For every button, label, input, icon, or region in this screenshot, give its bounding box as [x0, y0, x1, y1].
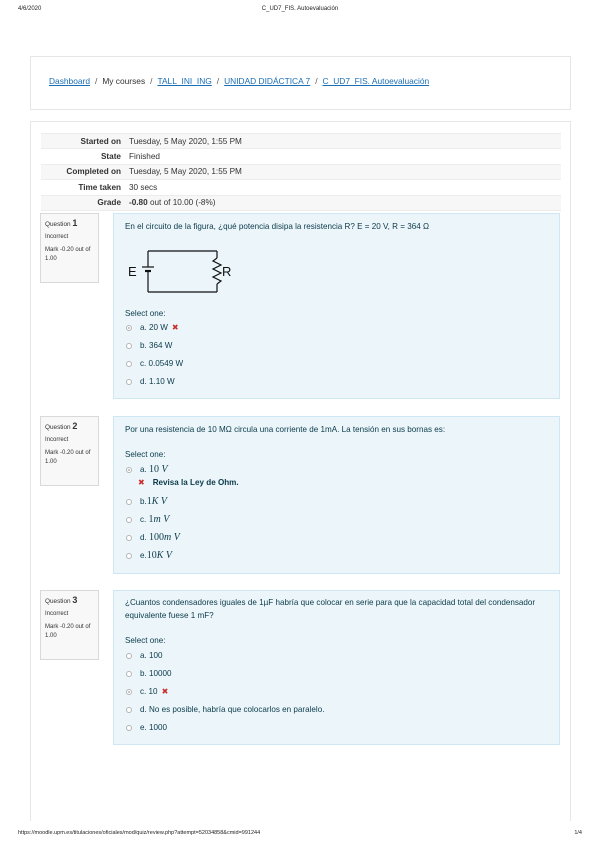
grade-score: -0.80	[129, 198, 148, 208]
question-number: 2	[72, 421, 78, 431]
select-one-label: Select one:	[125, 450, 166, 459]
summary-row: Started on Tuesday, 5 May 2020, 1:55 PM	[41, 134, 561, 149]
question-state: Incorrect	[45, 611, 69, 617]
answer-option[interactable]: d. No es posible, habría que colocarlos en paralelo.	[126, 705, 324, 714]
breadcrumb-unit-link[interactable]: UNIDAD DIDÁCTICA 7	[224, 76, 311, 86]
incorrect-icon: ✖	[161, 687, 169, 696]
question-number: 1	[72, 218, 78, 228]
answer-option[interactable]: a. 20 W ✖	[126, 323, 179, 332]
question-prompt: En el circuito de la figura, ¿qué potencia disipa la resistencia R? E = 20 V, R = 364 Ω	[125, 222, 430, 231]
answer-option[interactable]: b. 364 W	[126, 341, 172, 350]
incorrect-icon: ✖	[138, 478, 145, 487]
answer-option[interactable]: a. 100	[126, 651, 163, 660]
answer-option[interactable]: e. 1000	[126, 723, 167, 732]
radio-button[interactable]	[126, 535, 132, 541]
radio-button[interactable]	[126, 689, 132, 695]
print-url: https://moodle.upm.es/titulaciones/oficiales/mod/quiz/review.php?attempt=52034858&cmid=991244	[18, 830, 261, 836]
radio-button[interactable]	[126, 325, 132, 331]
summary-row: State Finished	[41, 149, 561, 164]
resistor-label: R	[222, 264, 232, 279]
print-doc-title: C_UD7_FIS. Autoevaluación	[261, 6, 339, 12]
attempt-summary-table	[41, 133, 561, 211]
breadcrumb-course-link[interactable]: TALL_INI_ING	[157, 76, 212, 86]
question-prompt: ¿Cuantos condensadores iguales de 1µF habría que colocar en serie para que la capacidad total del condensador equivalente fuese 1 mF?	[125, 598, 536, 620]
breadcrumb: Dashboard / My courses / TALL_INI_ING / UNIDAD DIDÁCTICA 7 / C_UD7_FIS. Autoevaluación	[49, 76, 430, 86]
radio-button[interactable]	[126, 343, 132, 349]
question-2-content	[113, 416, 560, 574]
answer-option[interactable]: d. 100m V	[126, 532, 180, 543]
summary-row: Completed on Tuesday, 5 May 2020, 1:55 PM	[41, 164, 561, 179]
radio-button[interactable]	[126, 707, 132, 713]
answer-option[interactable]: c. 0.0549 W	[126, 359, 183, 368]
radio-button[interactable]	[126, 379, 132, 385]
select-one-label: Select one:	[125, 636, 166, 645]
radio-button[interactable]	[126, 499, 132, 505]
answer-option[interactable]: c. 1m V	[126, 514, 169, 525]
radio-button[interactable]	[126, 553, 132, 559]
print-date: 4/6/2020	[18, 6, 42, 12]
answer-option[interactable]: e. 10K V	[126, 550, 172, 561]
question-3-content	[113, 590, 560, 745]
question-mark: Mark -0.20 out of 1.00	[45, 247, 91, 262]
answer-feedback: ✖ Revisa la Ley de Ohm.	[138, 478, 239, 487]
grade-row: Grade -0.80 out of 10.00 (-8%)	[41, 195, 561, 210]
question-prompt: Por una resistencia de 10 MΩ circula una corriente de 1mA. La tensión en sus bornas es:	[125, 425, 446, 434]
question-1-content	[113, 213, 560, 399]
question-2-info: Question 2 Incorrect Mark -0.20 out of 1.00	[40, 416, 99, 486]
question-mark: Mark -0.20 out of 1.00	[45, 624, 91, 639]
answer-option[interactable]: d. 1.10 W	[126, 377, 175, 386]
question-3-info: Question 3 Incorrect Mark -0.20 out of 1.00	[40, 590, 99, 660]
breadcrumb-quiz-link[interactable]: C_UD7_FIS. Autoevaluación	[322, 76, 430, 86]
radio-button[interactable]	[126, 467, 132, 473]
print-page-number: 1/4	[574, 830, 582, 836]
radio-button[interactable]	[126, 361, 132, 367]
question-state: Incorrect	[45, 437, 69, 443]
radio-button[interactable]	[126, 653, 132, 659]
select-one-label: Select one:	[125, 309, 166, 318]
radio-button[interactable]	[126, 671, 132, 677]
breadcrumb-my-courses: My courses	[102, 76, 146, 86]
circuit-diagram	[128, 248, 232, 296]
question-1-info: Question 1 Incorrect Mark -0.20 out of 1.00	[40, 213, 99, 283]
radio-button[interactable]	[126, 725, 132, 731]
answer-option[interactable]: b. 10000	[126, 669, 172, 678]
radio-button[interactable]	[126, 517, 132, 523]
answer-option[interactable]: c. 10 ✖	[126, 687, 168, 696]
breadcrumb-dashboard-link[interactable]: Dashboard	[49, 76, 90, 86]
question-mark: Mark -0.20 out of 1.00	[45, 450, 91, 465]
answer-option[interactable]: b. 1K V	[126, 496, 167, 507]
question-number: 3	[72, 595, 78, 605]
battery-label: E	[128, 264, 137, 279]
grade-rest: out of 10.00 (-8%)	[149, 198, 216, 208]
breadcrumb-panel	[30, 56, 571, 110]
incorrect-icon: ✖	[171, 323, 179, 332]
summary-row: Time taken 30 secs	[41, 180, 561, 195]
answer-option[interactable]: a. 10 V	[126, 464, 168, 475]
question-state: Incorrect	[45, 234, 69, 240]
